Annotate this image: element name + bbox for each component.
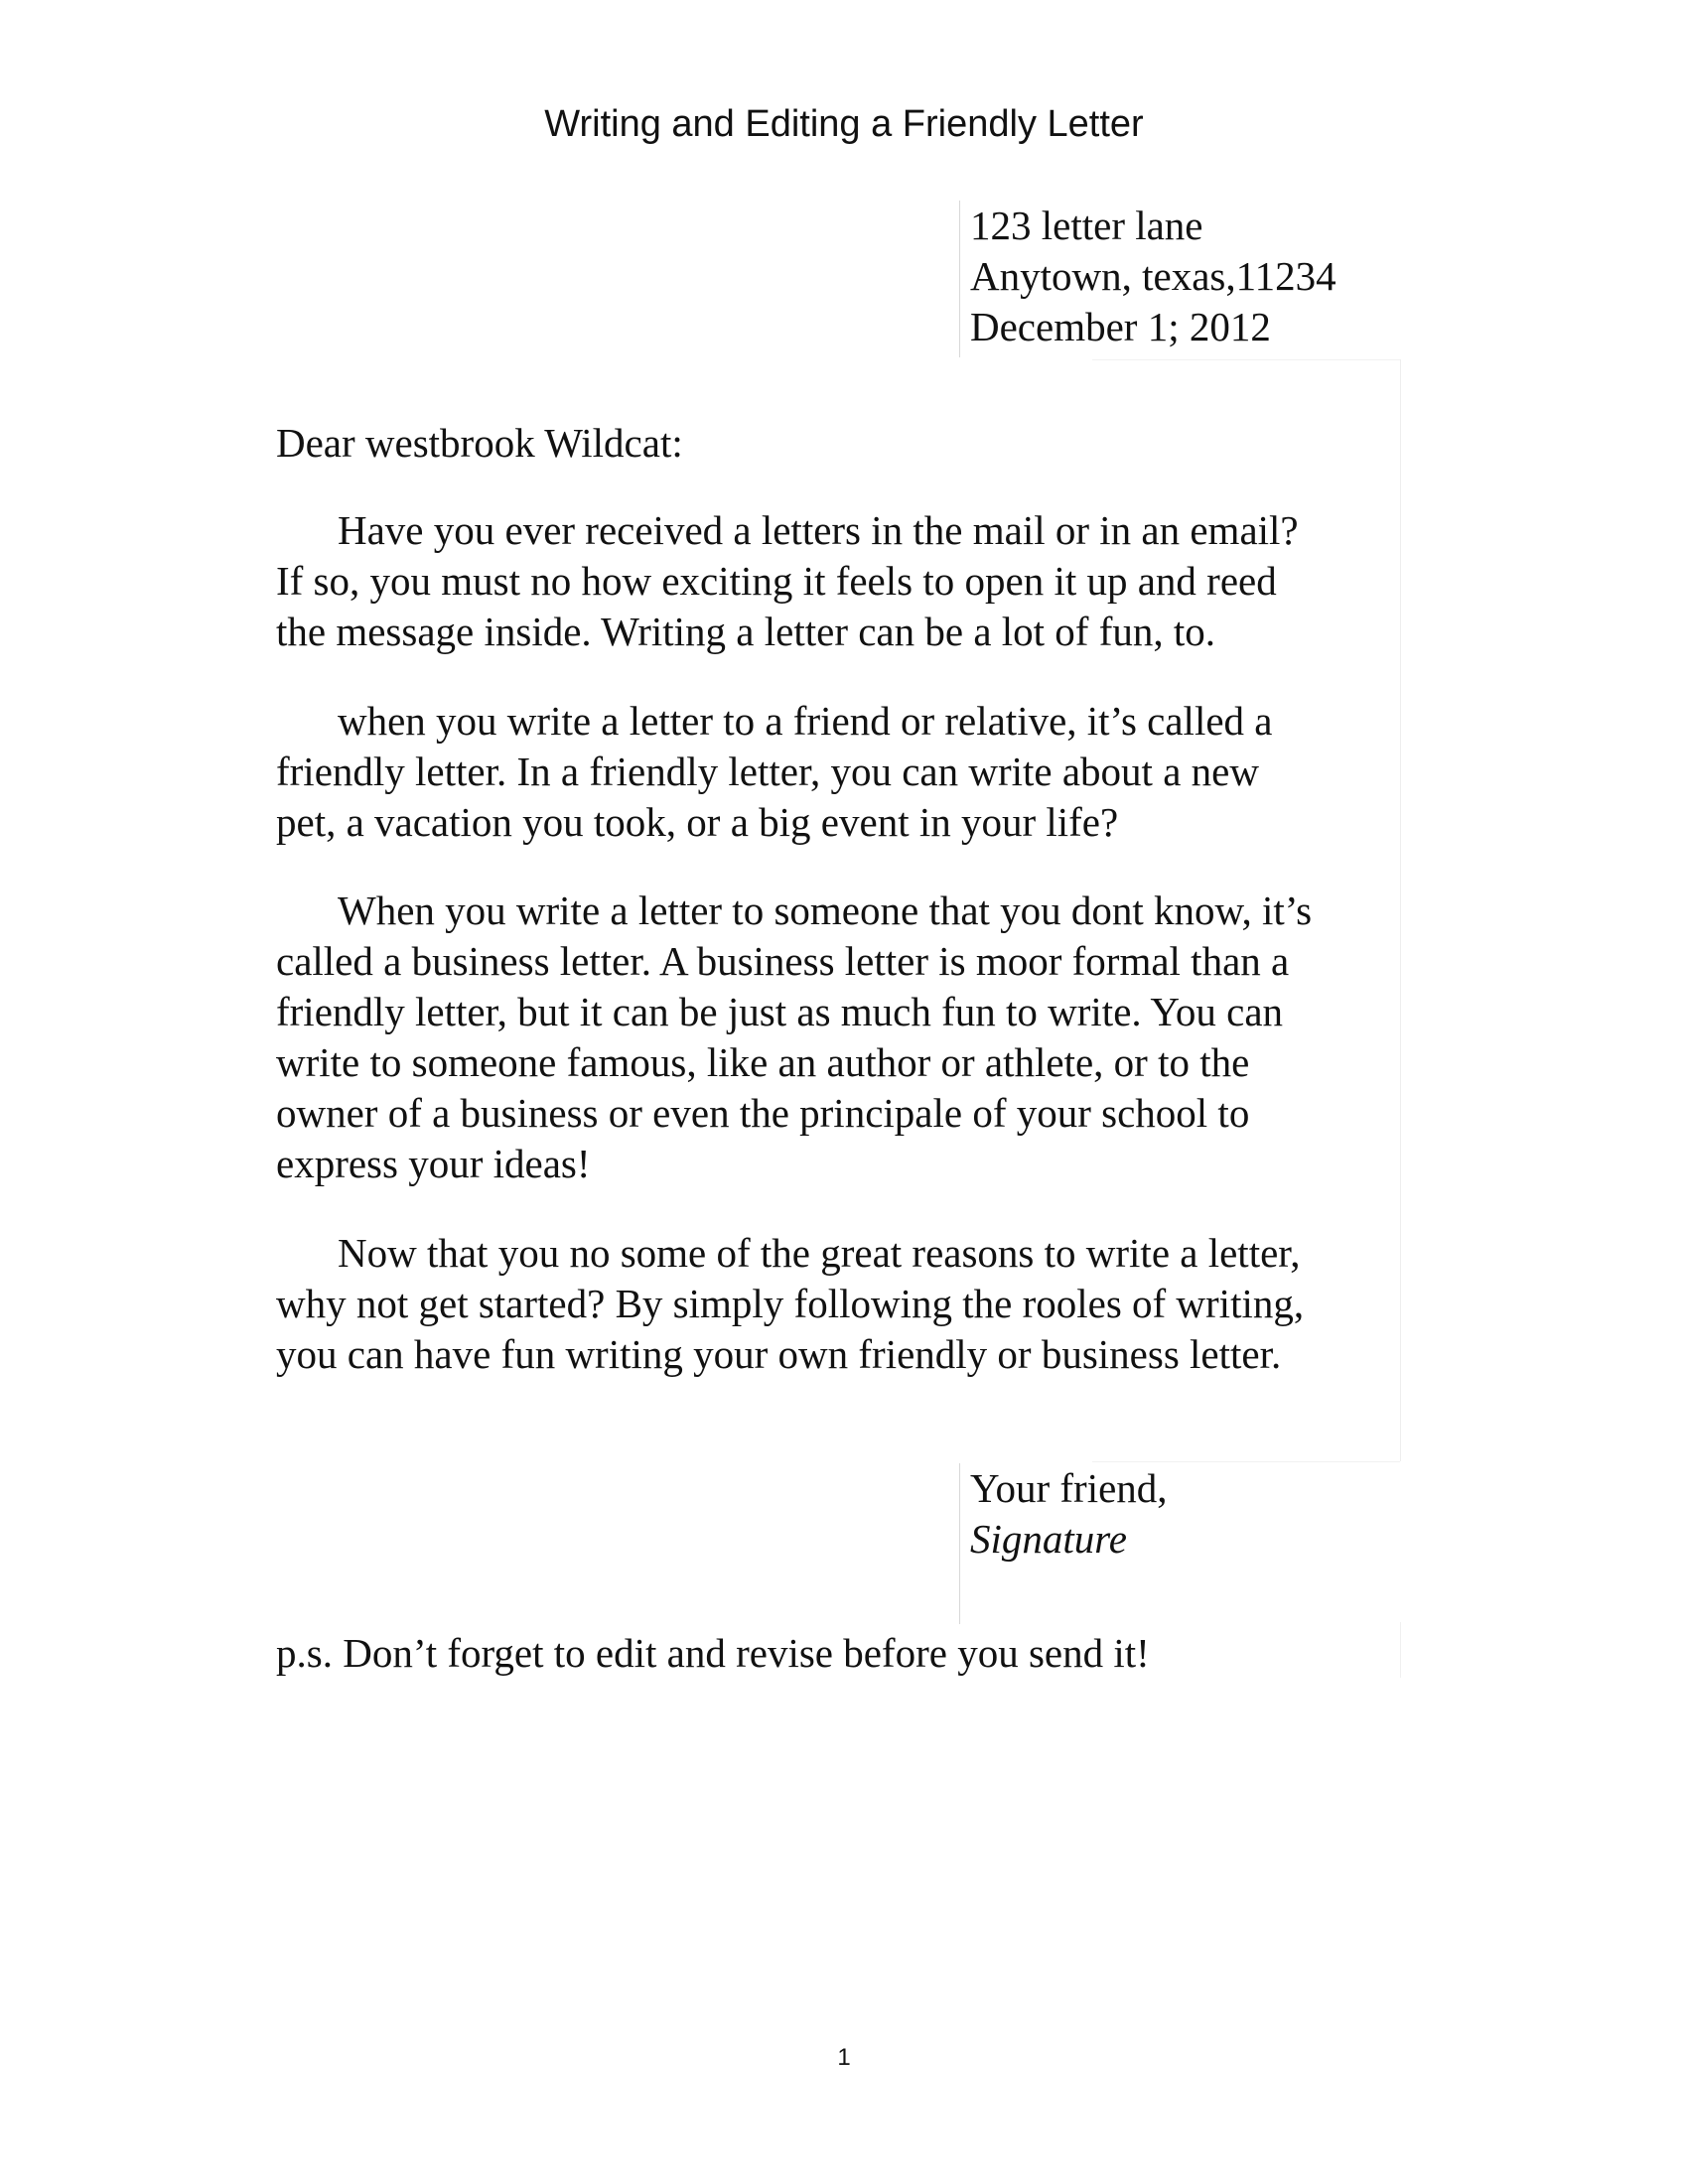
salutation: Dear westbrook Wildcat:	[276, 420, 683, 466]
paragraph-line: when you write a letter to a friend or relative, it’s called a	[338, 698, 1273, 744]
closing-block	[959, 1463, 1396, 1624]
paragraph-line: write to someone famous, like an author or athlete, or to the	[276, 1039, 1250, 1085]
signature: Signature	[970, 1516, 1127, 1562]
paragraph-line: owner of a business or even the principale of your school to	[276, 1090, 1250, 1136]
body-paragraph-3	[276, 886, 1408, 1189]
heading-street: 123 letter lane	[970, 203, 1203, 248]
paragraph-line: If so, you must no how exciting it feels to open it up and reed	[276, 558, 1277, 604]
body-paragraph-1	[276, 505, 1408, 657]
closing: Your friend,	[970, 1465, 1168, 1511]
body-paragraph-4	[276, 1228, 1408, 1380]
heading-address-block	[959, 201, 1396, 357]
paragraph-line: friendly letter. In a friendly letter, you can write about a new	[276, 749, 1259, 794]
paragraph-line: why not get started? By simply following the rooles of writing,	[276, 1281, 1305, 1326]
paragraph-line: Have you ever received a letters in the mail or in an email?	[338, 507, 1299, 553]
heading-date: December 1; 2012	[970, 304, 1271, 349]
body-frame-top-line	[1092, 359, 1400, 360]
page-number: 1	[837, 2044, 851, 2071]
body-frame-bottom-line	[1092, 1461, 1400, 1462]
paragraph-line: called a business letter. A business letter is moor formal than a	[276, 938, 1290, 984]
paragraph-line: you can have fun writing your own friendly or business letter.	[276, 1331, 1282, 1377]
closing-frame-line	[1400, 1622, 1401, 1678]
paragraph-line: Now that you no some of the great reasons to write a letter,	[338, 1230, 1301, 1276]
paragraph-line: pet, a vacation you took, or a big event in your life?	[276, 799, 1119, 845]
paragraph-line: friendly letter, but it can be just as much fun to write. You can	[276, 989, 1284, 1034]
page-title: Writing and Editing a Friendly Letter	[544, 103, 1144, 145]
heading-city-state-zip: Anytown, texas,11234	[970, 253, 1336, 299]
paragraph-line: When you write a letter to someone that you dont know, it’s	[338, 887, 1313, 933]
paragraph-line: express your ideas!	[276, 1141, 591, 1186]
body-paragraph-2	[276, 696, 1408, 848]
postscript: p.s. Don’t forget to edit and revise before you send it!	[276, 1630, 1150, 1676]
paragraph-line: the message inside. Writing a letter can be a lot of fun, to.	[276, 609, 1216, 654]
